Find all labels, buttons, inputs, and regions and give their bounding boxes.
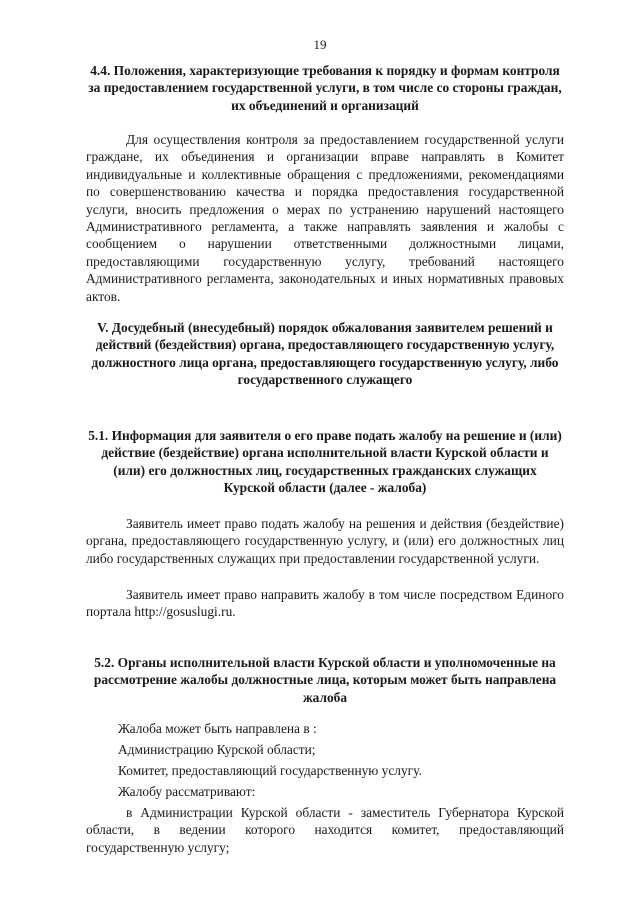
section-5-heading: V. Досудебный (внесудебный) порядок обжалования заявителем решений и действий (бездействия) органа, предоставляющего государственную услугу, должностного лица органа, предоставляющего государственную услугу, либо государственного служащего (91, 320, 559, 388)
section-5-1-paragraph-2: Заявитель имеет право направить жалобу в том числе посредством Единого портала http://gosuslugi.ru. (86, 587, 564, 620)
section-5-2-line-1: Жалоба может быть направлена в : (118, 721, 317, 736)
section-4-4-paragraph: Для осуществления контроля за предоставлением государственной услуги граждане, их объединения и организации вправе направлять в Комитет индивидуальные и коллективные обращения с предложениями, рекомендациями по совершенствованию качества и порядка предоставления государственной услуги, вносить предложения о мерах по устранению нарушений настоящего Административного регламента, а также направлять заявления и жалобы с сообщением о нарушении ответственными должностными лицами, предоставляющими государственную услугу, требований настоящего Административного регламента, законодательных и иных нормативных правовых актов. (86, 132, 564, 304)
section-5-2-line-3: Комитет, предоставляющий государственную услугу. (118, 763, 422, 778)
section-5-2-line-4: Жалобу рассматривают: (118, 784, 256, 799)
section-5-2-paragraph: в Администрации Курской области - заместитель Губернатора Курской области, в ведении которого находится комитет, предоставляющий государственную услугу; (86, 805, 564, 855)
section-5-2-line-2: Администрацию Курской области; (118, 742, 316, 757)
section-5-1-heading: 5.1. Информация для заявителя о его праве подать жалобу на решение и (или) действие (бездействие) органа исполнительной власти Курской области и (или) его должностных лиц, государственных гражданских служащих Курской области (далее - жалоба) (88, 428, 562, 496)
section-5-1-paragraph-1: Заявитель имеет право подать жалобу на решения и действия (бездействие) органа, предоставляющего государственную услугу, и (или) его должностных лиц либо государственных служащих при предоставлении государственной услуги. (86, 516, 564, 566)
section-5-2-heading: 5.2. Органы исполнительной власти Курской области и уполномоченные на рассмотрение жалобы должностные лица, которым может быть направлена жалоба (93, 655, 557, 705)
page-number: 19 (313, 37, 327, 52)
section-4-4-heading: 4.4. Положения, характеризующие требования к порядку и формам контроля за предоставлением государственной услуги, в том числе со стороны граждан, их объединений и организаций (88, 63, 562, 113)
